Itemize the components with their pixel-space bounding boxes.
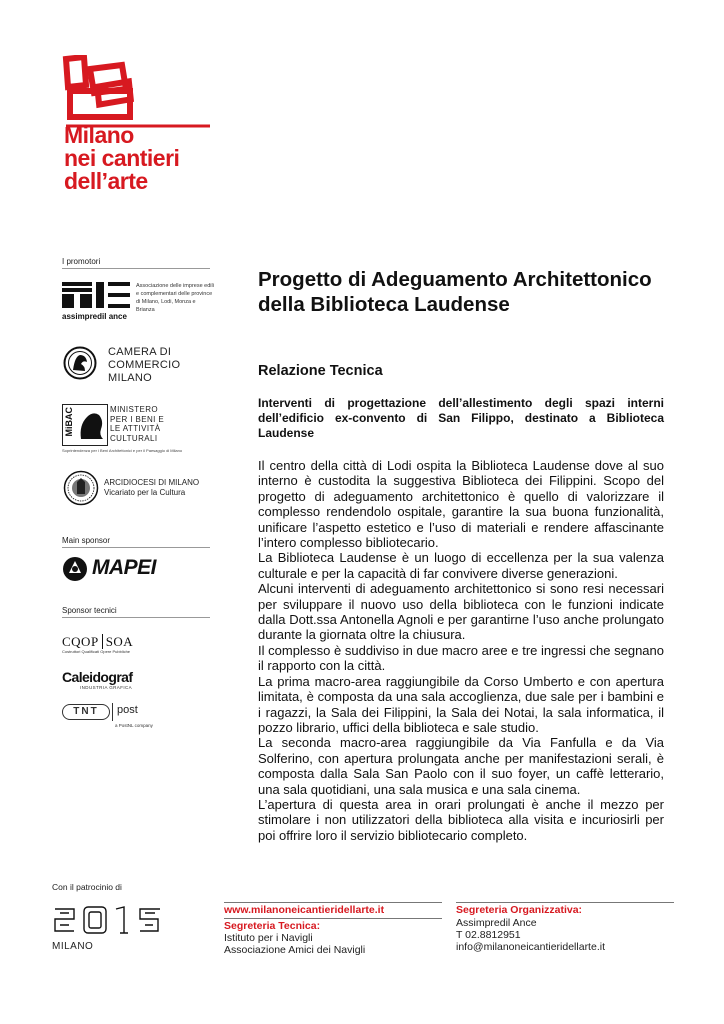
assimpredil-logo-icon bbox=[62, 282, 132, 312]
org-secretariat-line: T 02.8812951 bbox=[456, 929, 521, 941]
brand-name-line: Milano bbox=[64, 122, 134, 148]
brand-name bbox=[64, 124, 179, 193]
body-paragraph: L’apertura di questa area in orari prolungati è anche il mezzo per stimolare i non utilizzatori della biblioteca alla visita e incuriosirli per poi offrire loro il servizio bibliotecario completo. bbox=[258, 796, 664, 843]
page-title: Progetto di Adeguamento Architettonico della Biblioteca Laudense bbox=[258, 268, 652, 316]
camera-commercio-seal-icon bbox=[63, 346, 97, 380]
divider bbox=[62, 268, 210, 269]
divider bbox=[456, 902, 674, 903]
intro-paragraph: Interventi di progettazione dell’allestimento degli spazi interni dell’edificio ex-convento di San Filippo, destinato a Biblioteca Laudense bbox=[258, 396, 664, 440]
divider bbox=[224, 902, 442, 903]
promoters-heading: I promotori bbox=[62, 257, 101, 266]
tech-sponsor-heading: Sponsor tecnici bbox=[62, 606, 117, 615]
caleidograf-caption: INDUSTRIA GRAFICA bbox=[80, 685, 133, 690]
tech-secretariat-line: Associazione Amici dei Navigli bbox=[224, 944, 366, 956]
org-email-link[interactable]: info@milanoneicantieridellarte.it bbox=[456, 941, 605, 953]
org-secretariat-line: Assimpredil Ance bbox=[456, 917, 537, 929]
body-paragraph: La seconda macro-area raggiungibile da Via Fanfulla e da Via Solferino, con apertura prolungata anche per manifestazioni serali, è composta dalla Sala San Paolo con il suo foyer, un caffè letterario, una sala quotidiani, una sala musica e una sala cinema. bbox=[258, 735, 664, 797]
diocese-line: Vicariato per la Cultura bbox=[104, 488, 186, 497]
camera-commercio-name bbox=[108, 346, 180, 385]
caleidograf-logo: Caleidograf bbox=[62, 669, 133, 685]
tech-secretariat-title: Segreteria Tecnica: bbox=[224, 920, 321, 932]
mapei-wordmark: MAPEI bbox=[92, 556, 157, 579]
mapei-emblem-icon bbox=[62, 556, 88, 582]
body-text bbox=[258, 458, 664, 843]
org-secretariat-title: Segreteria Organizzativa: bbox=[456, 904, 583, 916]
brand-name-line: dell’arte bbox=[64, 168, 148, 194]
camera-commercio-line: MILANO bbox=[108, 372, 152, 384]
expo-2015-logo-icon bbox=[52, 903, 170, 937]
mibac-line: PER I BENI E bbox=[110, 414, 165, 424]
expo-city: MILANO bbox=[52, 941, 94, 952]
brand-name-line: nei cantieri bbox=[64, 145, 180, 171]
brand-logo-icon bbox=[60, 55, 212, 130]
mibac-line: LE ATTIVITÀ bbox=[110, 424, 161, 433]
patronage-label: Con il patrocinio di bbox=[52, 882, 122, 892]
post-text: post bbox=[117, 704, 138, 716]
soa-text: SOA bbox=[105, 634, 134, 649]
mibac-emblem-icon bbox=[62, 404, 108, 446]
diocese-name bbox=[104, 478, 199, 498]
cqop-text: CQOP bbox=[62, 634, 99, 649]
cqop-soa-logo bbox=[62, 634, 133, 650]
body-paragraph: La prima macro-area raggiungibile da Corso Umberto e con apertura limitata, è composta da una sala accoglienza, due sale per i bambini e i ragazzi, la Sala dei Filippini, la Sala dei Notai, la sala informatica, il pozzo librario, uffici della biblioteca e sale studio. bbox=[258, 673, 664, 735]
cqop-caption: Costruttori Qualificati Opere Pubbliche bbox=[62, 649, 131, 654]
mibac-caption: Soprintendenza per i Beni Architettonici e per il Paesaggio di Milano bbox=[62, 448, 183, 453]
camera-commercio-line: CAMERA DI bbox=[108, 346, 172, 358]
mibac-mark: MiBAC bbox=[64, 407, 74, 437]
tnt-logo: TNT bbox=[62, 704, 110, 720]
divider bbox=[62, 547, 210, 548]
tech-secretariat-line: Istituto per i Navigli bbox=[224, 932, 313, 944]
mibac-line: MINISTERO bbox=[110, 405, 159, 414]
diocese-seal-icon bbox=[63, 470, 99, 506]
assimpredil-description: Associazione delle imprese edili e complementari delle province di Milano, Lodi, Monza e Brianza bbox=[136, 283, 214, 313]
website-link[interactable]: www.milanoneicantieridellarte.it bbox=[224, 904, 385, 916]
body-paragraph: Alcuni interventi di adeguamento architettonico si sono resi necessari per sviluppare il nuovo uso della biblioteca con le funzioni indicate dalla Dott.ssa Antonella Agnoli e per garantirne l’uso anche prolungato durante la giornata oltre la chiusura. bbox=[258, 581, 664, 643]
main-sponsor-heading: Main sponsor bbox=[62, 536, 111, 545]
tnt-caption: a PostNL company bbox=[115, 723, 153, 728]
camera-commercio-line: COMMERCIO bbox=[108, 359, 181, 371]
portrait-icon bbox=[77, 409, 105, 441]
tech-secretariat-details bbox=[224, 932, 365, 956]
mibac-name bbox=[110, 405, 164, 443]
divider bbox=[112, 703, 113, 721]
body-paragraph: Il complesso è suddiviso in due macro aree e tre ingressi che segnano il rapporto con la città. bbox=[258, 642, 664, 674]
diocese-line: ARCIDIOCESI DI MILANO bbox=[104, 478, 200, 487]
body-paragraph: Il centro della città di Lodi ospita la Biblioteca Laudense dove al suo interno è custodita la suggestiva Biblioteca dei Filippini. Scopo del progetto di adeguamento architettonico è quello di valorizzare il complesso rendendolo ospitale, garantire la sua buona funzionalità, unificare l’aspetto estetico e l’uso di materiali e rendere affascinante l’intero complesso bibliotecario. bbox=[258, 458, 664, 551]
subtitle: Relazione Tecnica bbox=[258, 363, 383, 379]
assimpredil-logo-text: assimpredil ance bbox=[62, 312, 127, 321]
body-paragraph: La Biblioteca Laudense è un luogo di eccellenza per la sua valenza culturale e per la capacità di far convivere diverse generazioni. bbox=[258, 550, 664, 581]
mibac-line: CULTURALI bbox=[110, 433, 158, 443]
divider bbox=[224, 918, 442, 919]
org-secretariat-details bbox=[456, 917, 605, 953]
divider bbox=[62, 617, 210, 618]
